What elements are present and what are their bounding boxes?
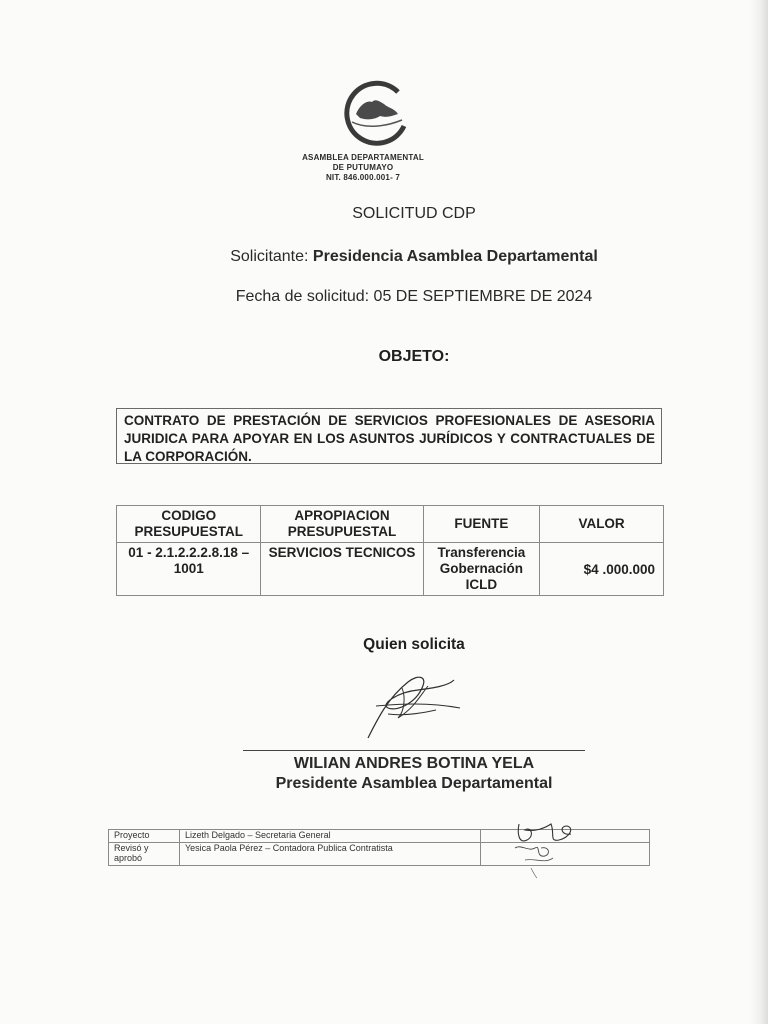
review-label: Proyecto [109,830,180,843]
cell-valor: $4 .000.000 [540,543,664,596]
header-valor: VALOR [540,506,664,543]
objeto-heading: OBJETO: [378,348,450,365]
org-nit: NIT. 846.000.001- 7 [325,173,401,182]
review-value: Lizeth Delgado – Secretaria General [180,830,481,843]
org-name-line2: DE PUTUMAYO [332,163,394,172]
asamblea-putumayo-logo-icon [338,74,412,152]
solicitante-label: Solicitante: [230,248,313,265]
signer-name: WILIAN ANDRES BOTINA YELA [293,755,535,772]
budget-table-header [117,506,664,543]
header-codigo: CODIGO PRESUPUESTAL [117,506,261,543]
header-fuente: FUENTE [423,506,540,543]
signer-role: Presidente Asamblea Departamental [275,775,553,792]
fecha-line [0,288,768,306]
org-name-line1: ASAMBLEA DEPARTAMENTAL [302,153,424,162]
header-apropiacion: APROPIACION PRESUPUESTAL [261,506,423,543]
fecha-label: Fecha de solicitud: [235,288,374,305]
quien-solicita-heading: Quien solicita [363,636,465,653]
cell-fuente: Transferencia Gobernación ICLD [423,543,540,596]
review-value: Yesica Paola Pérez – Contadora Publica Contratista [180,843,481,866]
handwritten-signature-icon [358,668,468,742]
scan-edge-shadow [750,0,768,1024]
cell-apropiacion: SERVICIOS TECNICOS [261,543,423,596]
signature-line [243,750,585,751]
solicitante-value: Presidencia Asamblea Departamental [312,248,598,265]
document-title: SOLICITUD CDP [352,205,476,222]
objeto-text-box: CONTRATO DE PRESTACIÓN DE SERVICIOS PROFESIONALES DE ASESORIA JURIDICA PARA APOYAR EN LOS ASUNTOS JURÍDICOS Y CONTRACTUALES DE LA CORPORACIÓN. [116,408,662,464]
budget-table [116,505,664,596]
review-label: Revisó y aprobó [109,843,180,866]
fecha-value: 05 DE SEPTIEMBRE DE 2024 [373,288,593,305]
table-row [117,543,664,596]
cell-codigo: 01 - 2.1.2.2.2.8.18 – 1001 [117,543,261,596]
handwritten-initials-icon [505,818,583,880]
solicitante-line [0,248,768,266]
